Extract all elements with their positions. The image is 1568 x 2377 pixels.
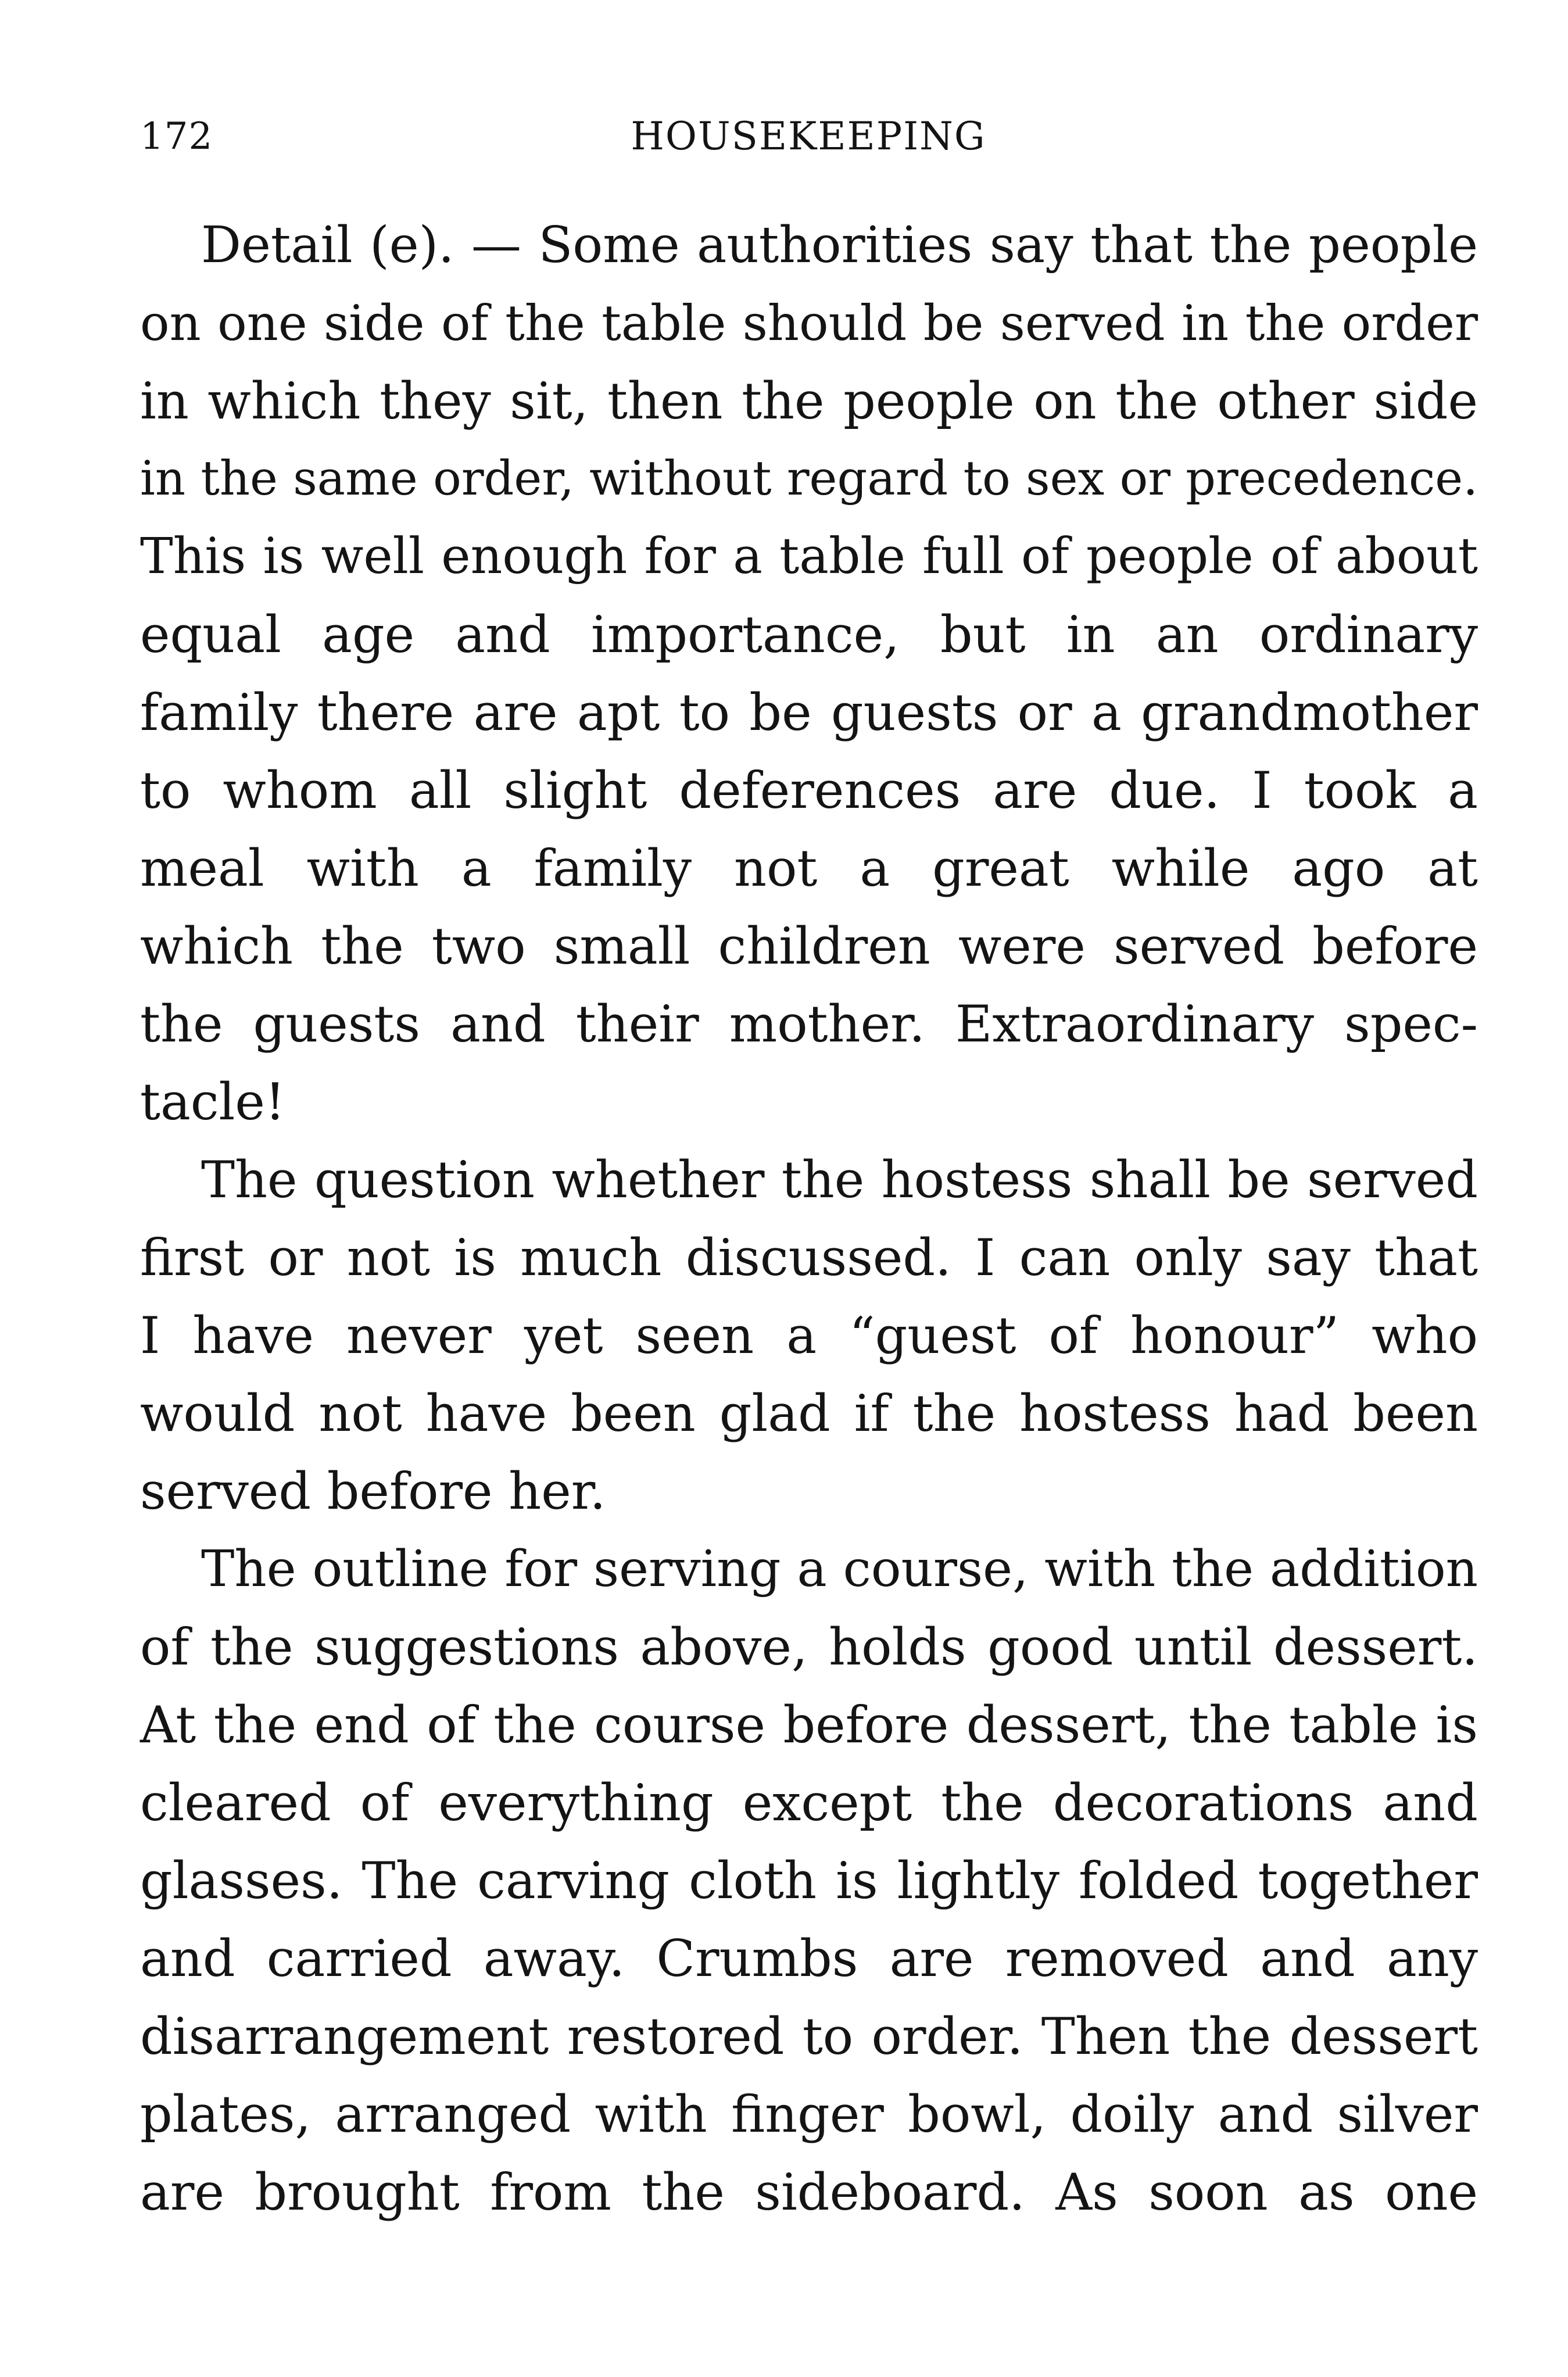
text-line: the guests and their mother. Extraordinary spec-	[140, 994, 1478, 1054]
text-line: which the two small children were served before	[140, 917, 1478, 976]
text-line: The question whether the hostess shall be served	[201, 1150, 1478, 1209]
text-line: and carried away. Crumbs are removed and any	[140, 1929, 1478, 1988]
text-line: in the same order, without regard to sex or precedence.	[140, 452, 1478, 506]
text-line: of the suggestions above, holds good until dessert.	[140, 1617, 1478, 1677]
text-line: equal age and importance, but in an ordinary	[140, 605, 1478, 664]
text-line: I have never yet seen a “guest of honour” who	[140, 1306, 1478, 1365]
running-head	[140, 110, 1477, 163]
text-line: meal with a family not a great while ago at	[140, 839, 1478, 898]
page-number: 172	[140, 115, 213, 158]
text-line: This is well enough for a table full of people of about	[140, 528, 1478, 585]
text-line: on one side of the table should be served in the order	[140, 295, 1478, 352]
paragraph-detail-e	[140, 206, 1478, 1141]
text-line: glasses. The carving cloth is lightly folded together	[140, 1851, 1478, 1910]
text-line: tacle!	[140, 1072, 285, 1132]
text-line: in which they sit, then the people on the other side	[140, 371, 1478, 431]
text-line: to whom all slight deferences are due. I took a	[140, 761, 1478, 820]
text-line: plates, arranged with finger bowl, doily and silver	[140, 2085, 1478, 2144]
paragraph-hostess	[140, 1141, 1478, 1530]
text-line: cleared of everything except the decorations and	[140, 1773, 1478, 1832]
text-line: family there are apt to be guests or a grandmother	[140, 683, 1478, 742]
text-line: At the end of the course before dessert, the table is	[140, 1695, 1478, 1755]
text-line: are brought from the sideboard. As soon as one	[140, 2163, 1478, 2222]
text-line: Detail (e). — Some authorities say that the people	[201, 216, 1478, 274]
text-line: disarrangement restored to order. Then the dessert	[140, 2007, 1478, 2066]
text-line: The outline for serving a course, with the addition	[201, 1540, 1478, 1598]
text-line: served before her.	[140, 1462, 606, 1521]
body-text	[140, 206, 1478, 2231]
paragraph-serving-course	[140, 1530, 1478, 2231]
text-line: first or not is much discussed. I can only say that	[140, 1228, 1478, 1287]
text-line: would not have been glad if the hostess had been	[140, 1384, 1478, 1443]
running-title: HOUSEKEEPING	[631, 114, 986, 159]
